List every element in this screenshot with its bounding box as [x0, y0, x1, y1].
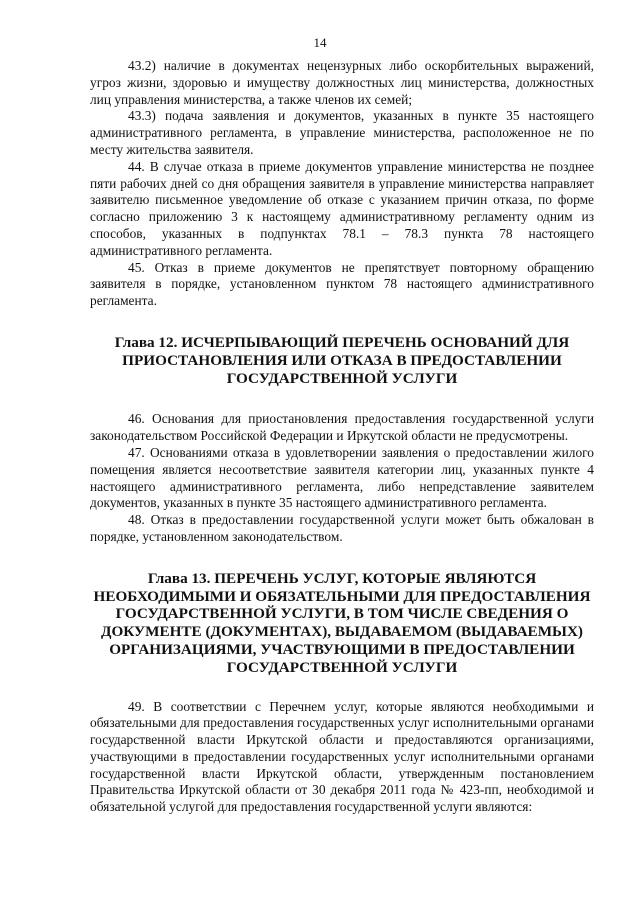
chapter-13-heading: Глава 13. ПЕРЕЧЕНЬ УСЛУГ, КОТОРЫЕ ЯВЛЯЮТСЯ НЕОБХОДИМЫМИ И ОБЯЗАТЕЛЬНЫМИ ДЛЯ ПРЕДОСТАВЛЕНИЯ ГОСУДАРСТВЕННОЙ УСЛУГИ, В ТОМ ЧИСЛЕ СВЕДЕНИЯ О ДОКУМЕНТЕ (ДОКУМЕНТАХ), ВЫДАВАЕМОМ (ВЫДАВАЕМЫХ) ОРГАНИЗАЦИЯМИ, УЧАСТВУЮЩИМИ В ПРЕДОСТАВЛЕНИИ ГОСУДАРСТВЕННОЙ УСЛУГИ	[93, 569, 591, 676]
paragraph-44: 44. В случае отказа в приеме документов управление министерства не позднее пяти рабочих дней со дня обращения заявителя в управление министерства направляет заявителю письменное уведомление об отказе с указанием причин отказа, по форме согласно приложению 3 к настоящему административному регламенту одним из способов, указанных в подпунктах 78.1 – 78.3 пункта 78 настоящего административного регламента.	[90, 158, 594, 258]
paragraph-47: 47. Основаниями отказа в удовлетворении заявления о предоставлении жилого помещения является несоответствие заявителя категории лиц, указанных пункте 4 настоящего административного регламента, либо непредставление заявителем документов, указанных в пункте 35 настоящего административного регламента.	[90, 444, 594, 511]
page-number: 14	[313, 35, 327, 50]
paragraph-45: 45. Отказ в приеме документов не препятствует повторному обращению заявителя в порядке, установленном пунктом 78 настоящего административного регламента.	[90, 259, 594, 309]
paragraph-46: 46. Основания для приостановления предоставления государственной услуги законодательством Российской Федерации и Иркутской области не предусмотрены.	[90, 411, 594, 444]
paragraph-49: 49. В соответствии с Перечнем услуг, которые являются необходимыми и обязательными для предоставления государственных услуг исполнительными органами государственной власти Иркутской области и предоставляются организациями, участвующими в предоставлении государственных услуг исполнительными органами государственной власти Иркутской области, утвержденным постановлением Правительства Иркутской области от 30 декабря 2011 года № 423-пп, необходимой и обязательной услугой для предоставления государственной услуги являются:	[90, 698, 594, 815]
chapter-12-heading: Глава 12. ИСЧЕРПЫВАЮЩИЙ ПЕРЕЧЕНЬ ОСНОВАНИЙ ДЛЯ ПРИОСТАНОВЛЕНИЯ ИЛИ ОТКАЗА В ПРЕДОСТАВЛЕНИИ ГОСУДАРСТВЕННОЙ УСЛУГИ	[114, 333, 570, 387]
paragraph-43-2: 43.2) наличие в документах нецензурных либо оскорбительных выражений, угроз жизни, здоровью и имуществу должностных лиц министерства, должностных лиц управления министерства, а также членов их семей;	[90, 58, 594, 107]
paragraph-43-3: 43.3) подача заявления и документов, указанных в пункте 35 настоящего административного регламента, в управление министерства, расположенное не по месту жительства заявителя.	[90, 108, 594, 157]
paragraph-48: 48. Отказ в предоставлении государственной услуги может быть обжалован в порядке, установленном законодательством.	[90, 512, 594, 544]
document-body	[90, 58, 594, 816]
